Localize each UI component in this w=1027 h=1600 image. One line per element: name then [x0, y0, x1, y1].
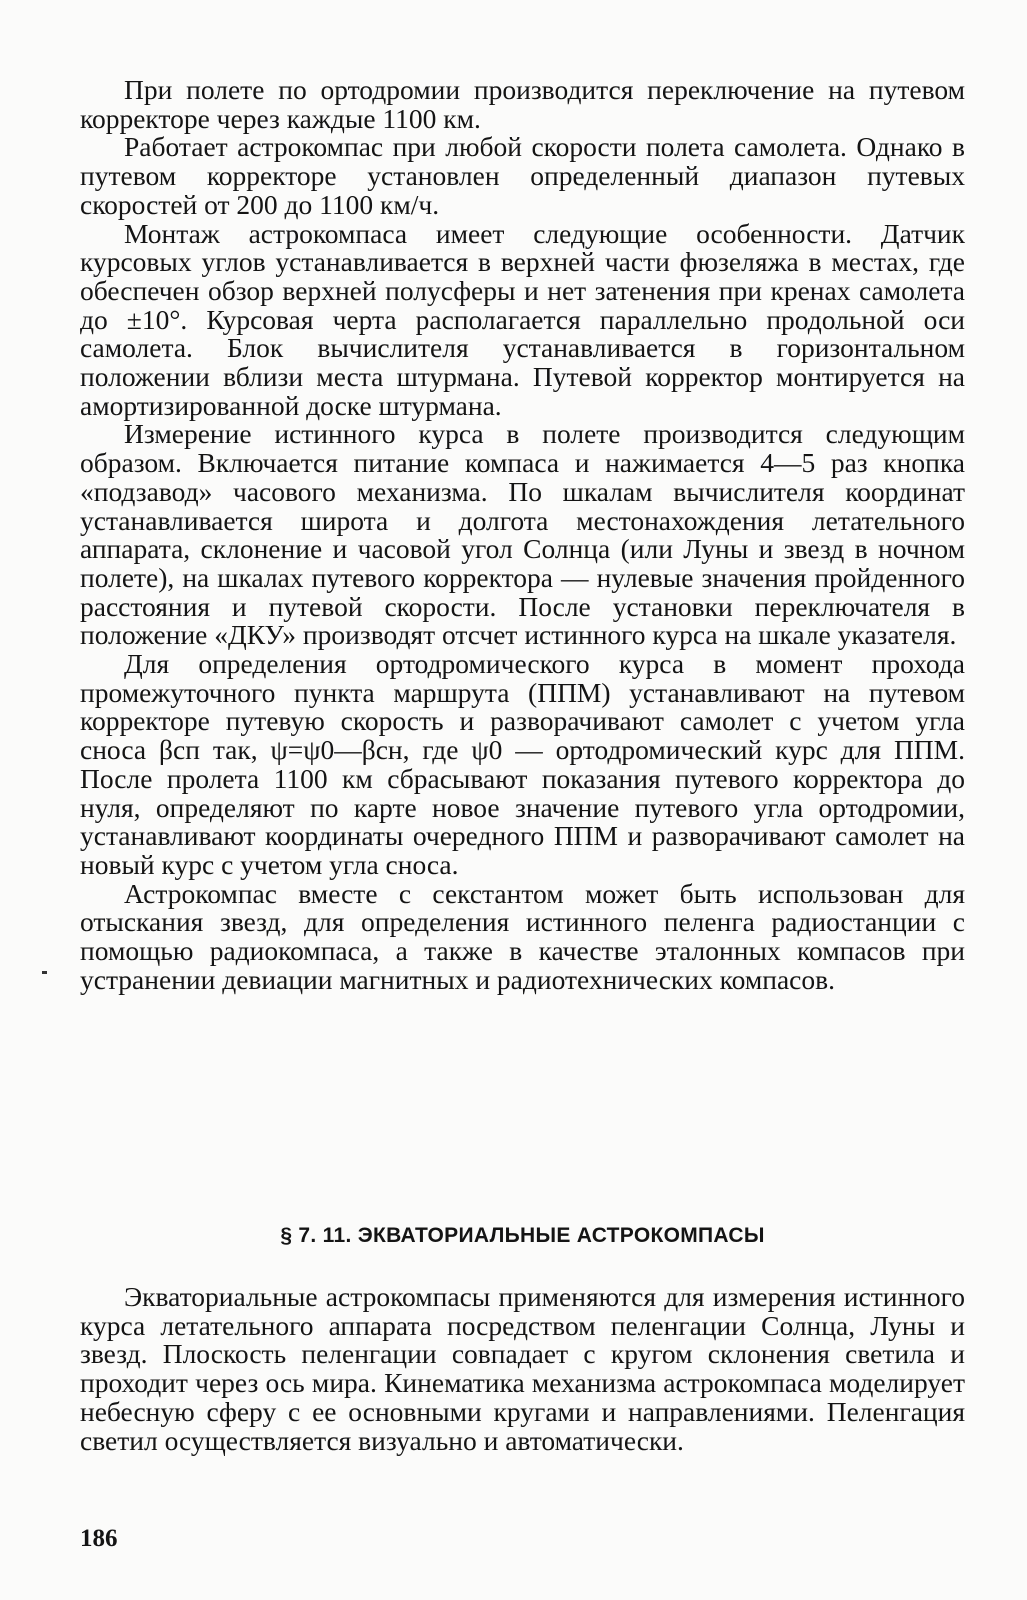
section-text-block [80, 1283, 965, 1455]
paragraph-sextant-usage: Астрокомпас вместе с секстантом может быть использован для отыскания звезд, для определения истинного пеленга радиостанции с помощью радиокомпаса, а также в качестве эталонных компасов при устранении девиации магнитных и радиотехнических компасов. [80, 877, 965, 995]
paragraph-installation: Монтаж астрокомпаса имеет следующие особенности. Датчик курсовых углов устанавливается в верхней части фюзеляжа в местах, где обеспечен обзор верхней полусферы и нет затенения при кренах самолета до ±10°. Курсовая черта располагается параллельно продольной оси самолета. Блок вычислителя устанавливается в горизонтальном положении вблизи места штурмана. Путевой корректор монтируется на амортизированной доске штурмана. [80, 217, 965, 421]
section-heading: § 7. 11. ЭКВАТОРИАЛЬНЫЕ АСТРОКОМПАСЫ [280, 1224, 765, 1247]
paragraph-speed-range: Работает астрокомпас при любой скорости полета самолета. Однако в путевом корректоре установлен определенный диапазон путевых скоростей от 200 до 1100 км/ч. [80, 131, 965, 220]
paragraph-orthodromic-course: Для определения ортодромического курса в момент прохода промежуточного пункта маршрута (ППМ) устанавливают на путевом корректоре путевую скорость и разворачивают самолет с учетом угла сноса βсп так, ψ=ψ0—βсн, где ψ0 — ортодромический курс для ППМ. После пролета 1100 км сбрасывают показания путевого корректора до нуля, определяют по карте новое значение путевого угла ортодромии, устанавливают координаты очередного ППМ и разворачивают самолет на новый курс с учетом угла сноса. [80, 648, 965, 880]
main-text-block [80, 76, 965, 995]
paragraph-equatorial-astrocompasses: Экваториальные астрокомпасы применяются для измерения истинного курса летательного аппарата посредством пеленгации Солнца, Луны и звезд. Плоскость пеленгации совпадает с кругом склонения светила и проходит через ось мира. Кинематика механизма астрокомпаса моделирует небесную сферу с ее основными кругами и направлениями. Пеленгация светил осуществляется визуально и автоматически. [80, 1281, 965, 1456]
page-number: 186 [80, 1525, 118, 1552]
paragraph-orthodromy-switching: При полете по ортодромии производится переключение на путевом корректоре через каждые 1100 км. [80, 74, 965, 134]
margin-dash-mark [42, 971, 47, 974]
paragraph-true-heading-measurement: Измерение истинного курса в полете производится следующим образом. Включается питание компаса и нажимается 4—5 раз кнопка «подзавод» часового механизма. По шкалам вычислителя координат устанавливается широта и долгота местонахождения летательного аппарата, склонение и часовой угол Солнца (или Луны и звезд в ночном полете), на шкалах путевого корректора — нулевые значения пройденного расстояния и путевой скорости. После установки переключателя в положение «ДКУ» производят отсчет истинного курса на шкале указателя. [80, 418, 965, 651]
